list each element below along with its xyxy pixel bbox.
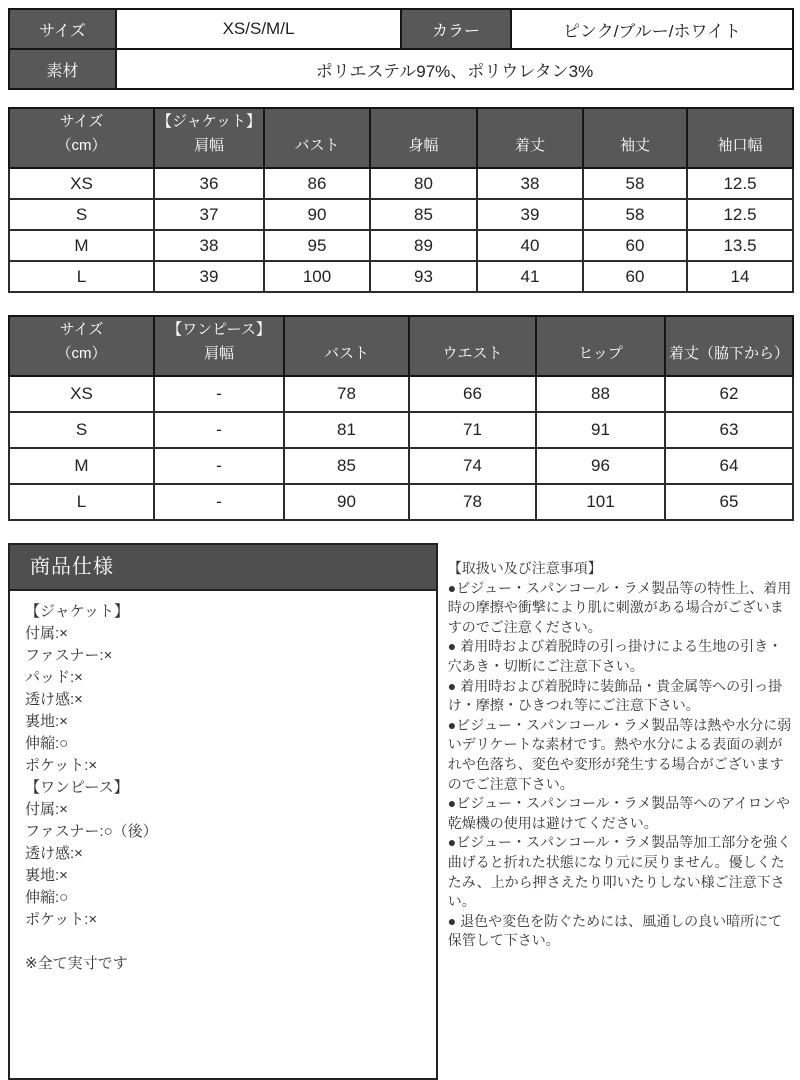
- table-row: [9, 9, 793, 49]
- table-row: [9, 230, 793, 261]
- handling-notes-panel: [448, 543, 792, 951]
- spec-panel-body: [10, 591, 436, 975]
- column-header-size: [9, 316, 154, 376]
- table-cell: 38: [477, 168, 583, 199]
- table-cell: 71: [409, 412, 536, 448]
- spec-line: ファスナー:○（後）: [25, 823, 158, 840]
- header-row: [9, 108, 793, 168]
- table-row: [9, 261, 793, 292]
- spec-line: ポケット:×: [25, 757, 98, 774]
- table-row: [9, 484, 793, 520]
- spec-line: 透け感:×: [25, 845, 83, 862]
- row-label: L: [9, 261, 154, 292]
- table-cell: 37: [154, 199, 264, 230]
- table-cell: 78: [284, 376, 409, 412]
- table-cell: 74: [409, 448, 536, 484]
- table-cell: 36: [154, 168, 264, 199]
- handling-note-item: ●ビジュー・スパンコール・ラメ製品等の特性上、着用時の摩擦や衝撃により肌に刺激がある場合がございますのでご注意ください。: [447, 579, 792, 635]
- table-cell: 85: [370, 199, 477, 230]
- row-label: S: [9, 412, 154, 448]
- table-cell: -: [154, 376, 284, 412]
- row-label: L: [9, 484, 154, 520]
- material-value-cell: ポリエステル97%、ポリウレタン3%: [116, 49, 793, 89]
- row-label: M: [9, 448, 154, 484]
- header-line: 肩幅: [203, 345, 234, 362]
- column-header-hip: ヒップ: [536, 316, 665, 376]
- handling-note-item: ●ビジュー・スパンコール・ラメ製品等へのアイロンや乾燥機の使用は避けてください。: [447, 795, 790, 831]
- spec-line: 裏地:×: [25, 713, 68, 730]
- column-header-size: [9, 108, 154, 168]
- header-line: 【ワンピース】: [167, 321, 271, 338]
- row-label: S: [9, 199, 154, 230]
- dress-size-table: [8, 315, 794, 521]
- spec-line: 付属:×: [25, 801, 68, 818]
- column-header-sleeve-length: 袖丈: [583, 108, 687, 168]
- jacket-size-table: [8, 107, 794, 293]
- table-row: [9, 412, 793, 448]
- spec-line: 伸縮:○: [25, 889, 69, 906]
- table-row: [9, 168, 793, 199]
- table-row: [9, 199, 793, 230]
- size-label-cell: サイズ: [9, 9, 116, 49]
- spec-line: ファスナー:×: [25, 647, 113, 664]
- table-cell: 39: [477, 199, 583, 230]
- column-header-body-width: 身幅: [370, 108, 477, 168]
- column-header-cuff-width: 袖口幅: [687, 108, 793, 168]
- table-cell: 13.5: [687, 230, 793, 261]
- product-info-table: [8, 8, 794, 90]
- handling-note-item: ●ビジュー・スパンコール・ラメ製品等は熱や水分に弱いデリケートな素材です。熱や水分による表面の剥がれや色落ち、変色や変形が発生する場合がございますのでご注意下さい。: [447, 716, 792, 792]
- table-cell: 91: [536, 412, 665, 448]
- table-cell: 86: [264, 168, 370, 199]
- column-header-shoulder: [154, 108, 264, 168]
- product-detail-page: [8, 0, 792, 1080]
- table-cell: 81: [284, 412, 409, 448]
- header-row: [9, 316, 793, 376]
- table-cell: 64: [665, 448, 793, 484]
- header-line: （cm）: [56, 345, 107, 362]
- table-cell: 41: [477, 261, 583, 292]
- table-cell: 90: [284, 484, 409, 520]
- table-cell: 65: [665, 484, 793, 520]
- row-label: XS: [9, 376, 154, 412]
- table-cell: 12.5: [687, 199, 793, 230]
- table-cell: 58: [583, 168, 687, 199]
- spec-line: 伸縮:○: [25, 735, 69, 752]
- spec-line: 裏地:×: [25, 867, 68, 884]
- table-cell: 88: [536, 376, 665, 412]
- handling-note-item: ● 退色や変色を防ぐためには、風通しの良い暗所にて保管して下さい。: [447, 912, 783, 949]
- table-cell: 96: [536, 448, 665, 484]
- table-row: [9, 49, 793, 89]
- column-header-bust: バスト: [284, 316, 409, 376]
- spec-line-blank: [25, 931, 421, 953]
- table-cell: 93: [370, 261, 477, 292]
- row-label: M: [9, 230, 154, 261]
- header-line: 肩幅: [193, 137, 224, 154]
- table-cell: 95: [264, 230, 370, 261]
- row-label: XS: [9, 168, 154, 199]
- table-cell: 100: [264, 261, 370, 292]
- color-value-cell: ピンク/ブルー/ホワイト: [511, 9, 793, 49]
- table-row: [9, 376, 793, 412]
- header-line: サイズ: [59, 321, 104, 338]
- table-row: [9, 448, 793, 484]
- header-line: 【ジャケット】: [157, 113, 261, 130]
- column-header-waist: ウエスト: [409, 316, 536, 376]
- size-value-cell: XS/S/M/L: [116, 9, 401, 49]
- column-header-length-underarm: 着丈（脇下から）: [665, 316, 793, 376]
- table-cell: 101: [536, 484, 665, 520]
- spec-line: 透け感:×: [25, 691, 83, 708]
- spec-line: ポケット:×: [25, 911, 98, 928]
- color-label-cell: カラー: [401, 9, 511, 49]
- table-cell: 78: [409, 484, 536, 520]
- table-cell: 12.5: [687, 168, 793, 199]
- table-cell: 66: [409, 376, 536, 412]
- table-cell: 38: [154, 230, 264, 261]
- bottom-section: [8, 543, 792, 1080]
- table-cell: 14: [687, 261, 793, 292]
- material-label-cell: 素材: [9, 49, 116, 89]
- table-cell: 60: [583, 261, 687, 292]
- table-cell: -: [154, 484, 284, 520]
- handling-note-item: ● 着用時および着脱時の引っ掛けによる生地の引き・穴あき・切断にご注意下さい。: [447, 638, 783, 674]
- table-cell: 60: [583, 230, 687, 261]
- column-header-shoulder: [154, 316, 284, 376]
- spec-line: 【ジャケット】: [25, 603, 129, 620]
- header-line: サイズ: [59, 113, 104, 130]
- spec-line-note: ※全て実寸です: [25, 955, 128, 972]
- table-cell: -: [154, 412, 284, 448]
- spec-line: 付属:×: [25, 625, 68, 642]
- table-cell: 62: [665, 376, 793, 412]
- column-header-length: 着丈: [477, 108, 583, 168]
- spec-line: 【ワンピース】: [25, 779, 129, 796]
- column-header-bust: バスト: [264, 108, 370, 168]
- handling-notes-title: 【取扱い及び注意事項】: [447, 560, 602, 576]
- spec-line: パッド:×: [25, 669, 83, 686]
- table-cell: 89: [370, 230, 477, 261]
- table-cell: 85: [284, 448, 409, 484]
- table-cell: 80: [370, 168, 477, 199]
- table-cell: 90: [264, 199, 370, 230]
- table-cell: 63: [665, 412, 793, 448]
- table-cell: 58: [583, 199, 687, 230]
- product-spec-panel: [8, 543, 438, 1080]
- table-cell: -: [154, 448, 284, 484]
- header-line: （cm）: [56, 137, 107, 154]
- table-cell: 39: [154, 261, 264, 292]
- handling-note-item: ● 着用時および着脱時に装飾品・貴金属等への引っ掛け・摩擦・ひきつれ等にご注意下さい。: [447, 677, 783, 714]
- spec-panel-title: 商品仕様: [10, 545, 436, 591]
- handling-note-item: ●ビジュー・スパンコール・ラメ製品等加工部分を強く曲げると折れた状態になり元に戻りません。優しくたたみ、上から押さえたり叩いたりしない様ご注意下さい。: [447, 834, 792, 910]
- table-cell: 40: [477, 230, 583, 261]
